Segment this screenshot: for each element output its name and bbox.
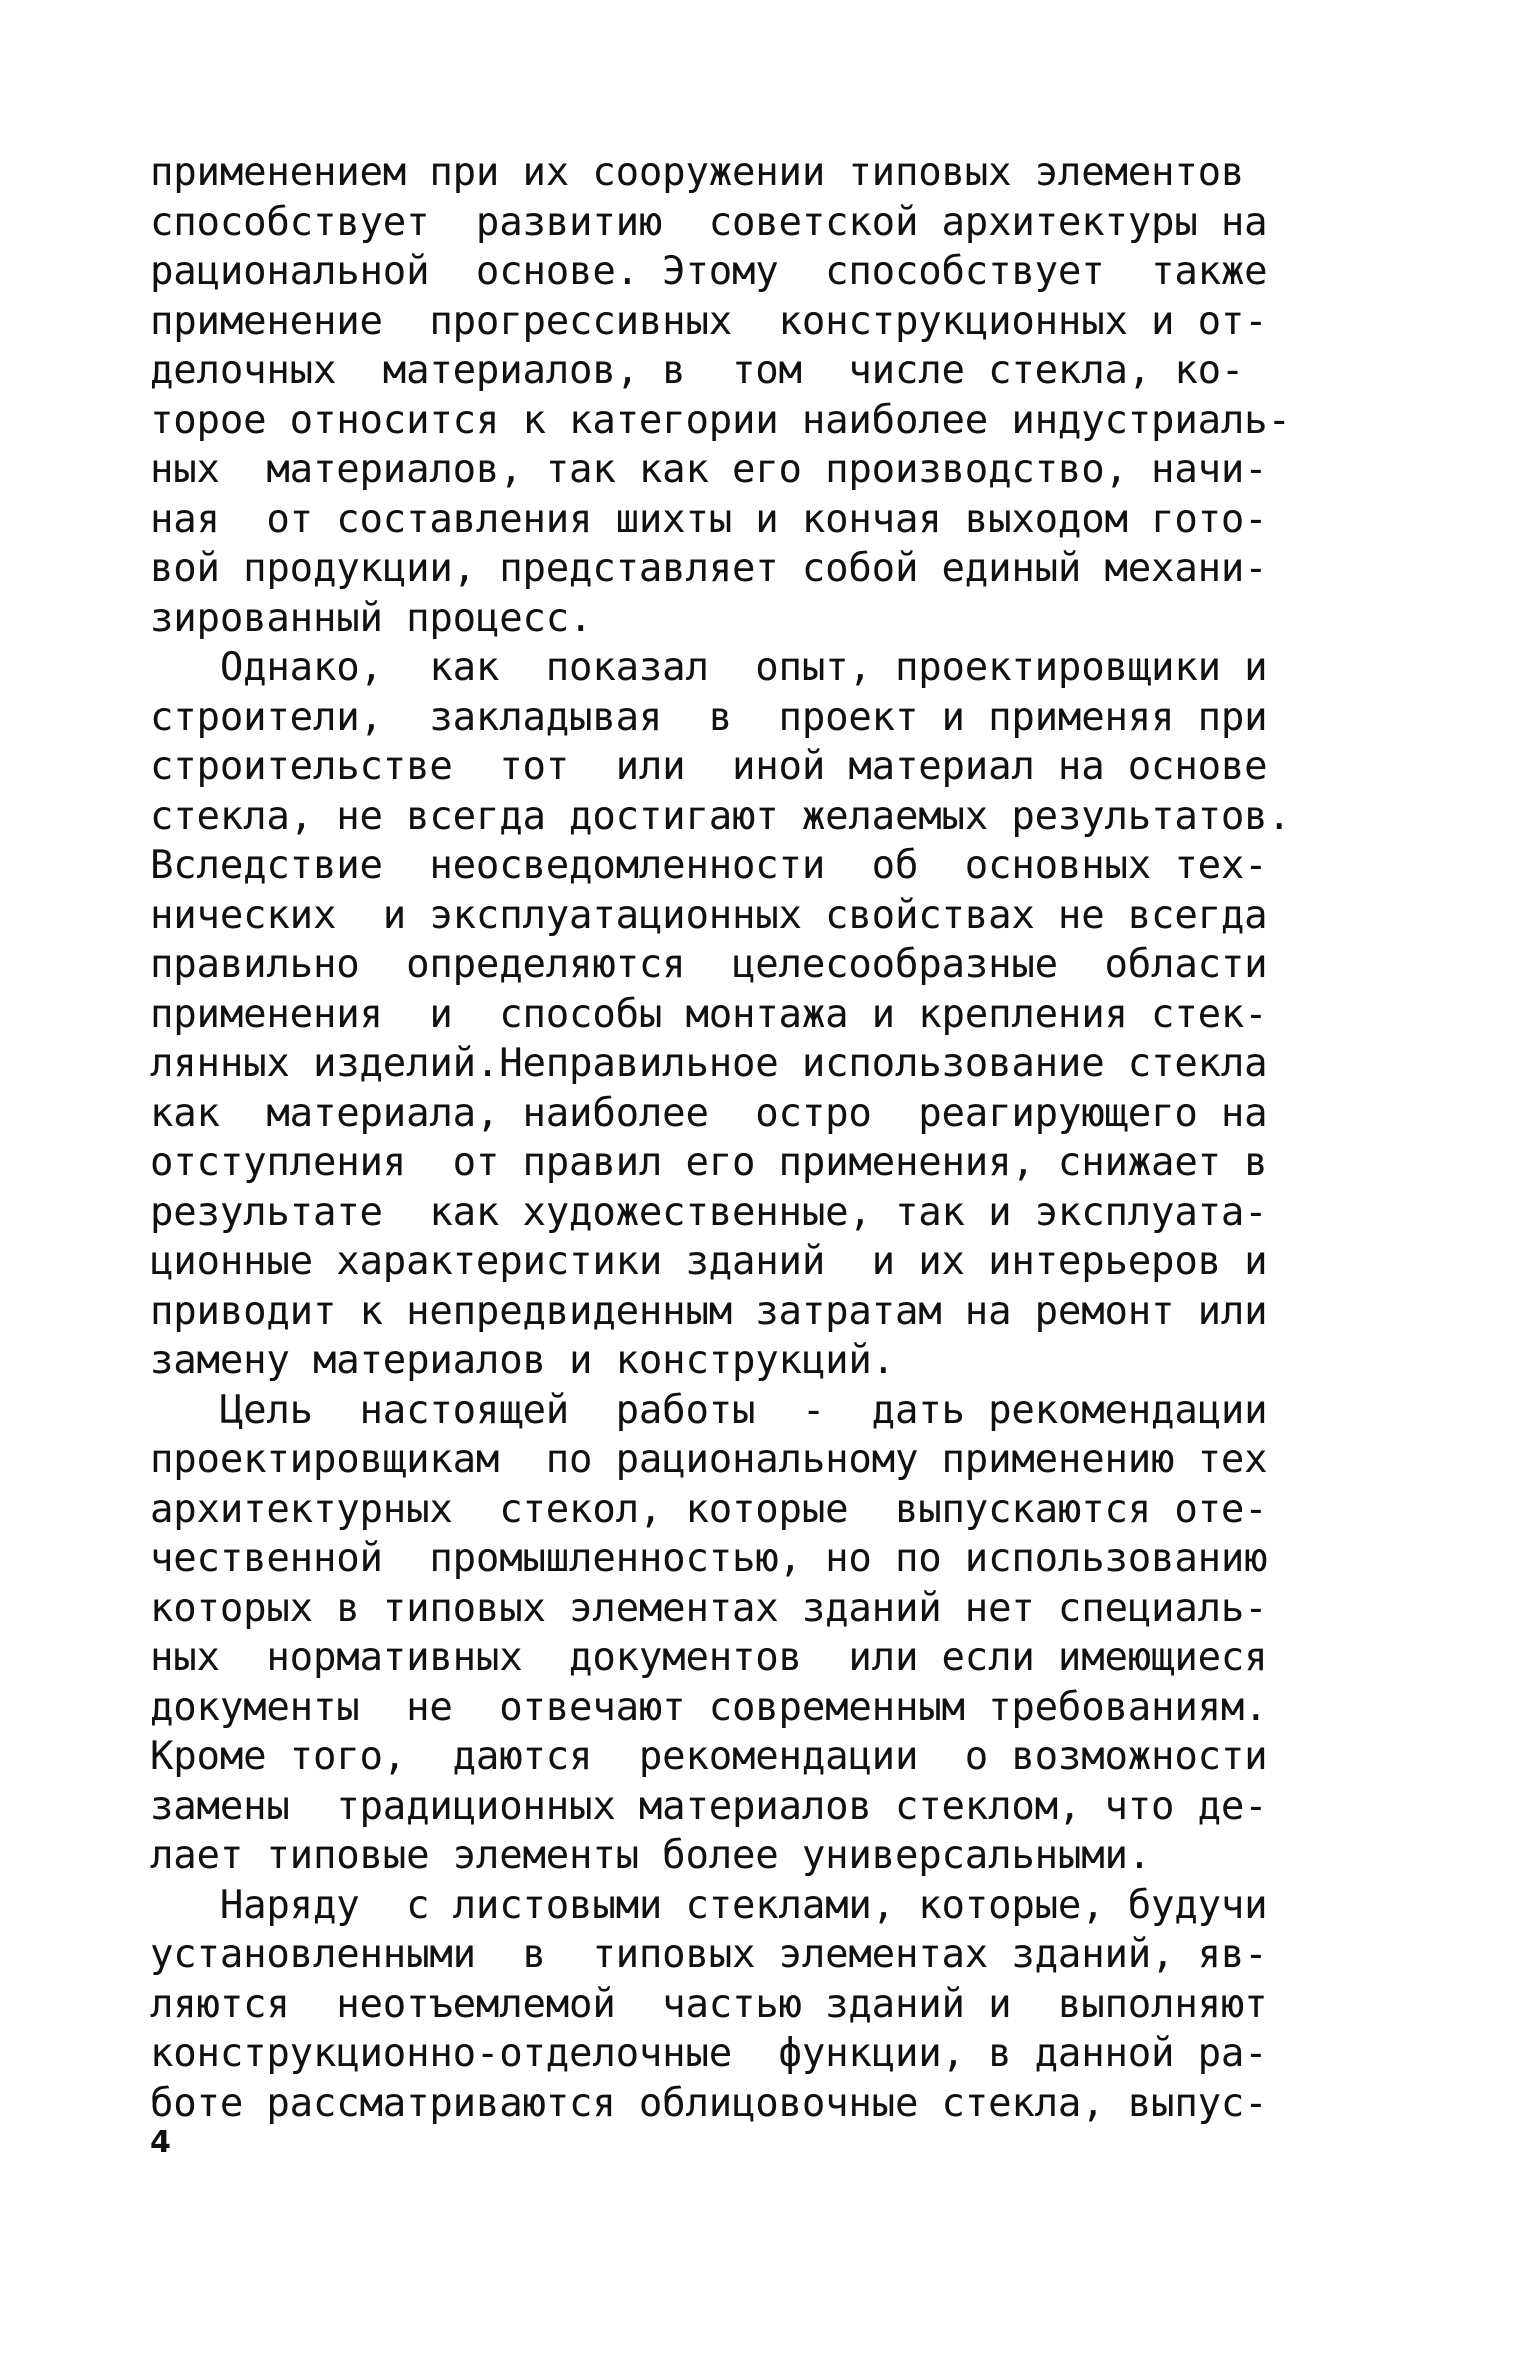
text-line: проектировщикам по рациональному применению тех	[150, 1437, 1268, 1482]
text-line: Однако, как показал опыт, проектировщики и	[150, 645, 1268, 690]
text-line: ная от составления шихты и кончая выходом гото-	[150, 496, 1268, 542]
text-line: Кроме того, даются рекомендации о возможности	[150, 1734, 1268, 1779]
text-line: Цель настоящей работы - дать рекомендации	[150, 1387, 1268, 1433]
text-line: строительстве тот или иной материал на основе	[150, 744, 1268, 789]
text-line: документы не отвечают современным требованиям.	[150, 1684, 1268, 1730]
text-line: применение прогрессивных конструкционных и от-	[150, 298, 1268, 344]
text-line: отступления от правил его применения, снижает в	[150, 1140, 1268, 1185]
body-text	[150, 148, 1380, 2128]
text-line: вой продукции, представляет собой единый механи-	[150, 546, 1268, 591]
text-line: замены традиционных материалов стеклом, что де-	[150, 1783, 1268, 1829]
text-line: замену материалов и конструкций.	[150, 1338, 895, 1383]
text-line: ляются неотъемлемой частью зданий и выполняют	[150, 1981, 1268, 2027]
text-line: применением при их сооружении типовых элементов	[150, 150, 1245, 195]
text-line: ных материалов, так как его производство, начи-	[150, 447, 1268, 492]
text-line: чественной промышленностью, но по использованию	[150, 1536, 1268, 1581]
text-line: нических и эксплуатационных свойствах не всегда	[150, 892, 1268, 938]
text-line: ционные характеристики зданий и их интерьеров и	[150, 1239, 1268, 1284]
text-line: рациональной основе. Этому способствует также	[150, 249, 1268, 294]
text-line: боте рассматриваются облицовочные стекла, выпус-	[150, 2080, 1268, 2126]
text-line: правильно определяются целесообразные области	[150, 942, 1268, 987]
text-line: строители, закладывая в проект и применяя при	[150, 694, 1268, 740]
text-line: которых в типовых элементах зданий нет специаль-	[150, 1585, 1268, 1631]
text-line: архитектурных стекол, которые выпускаются оте-	[150, 1486, 1268, 1532]
text-line: Вследствие неосведомленности об основных тех-	[150, 843, 1268, 888]
text-line: зированный процесс.	[150, 595, 593, 641]
text-line: применения и способы монтажа и крепления стек-	[150, 991, 1268, 1037]
text-line: делочных материалов, в том числе стекла, ко-	[150, 348, 1245, 393]
text-line: приводит к непредвиденным затратам на ремонт или	[150, 1288, 1268, 1334]
text-line: Наряду с листовыми стеклами, которые, будучи	[150, 1882, 1268, 1928]
text-line: лает типовые элементы более универсальными.	[150, 1833, 1152, 1878]
text-line: торое относится к категории наиболее индустриаль-	[150, 397, 1291, 443]
text-line: ных нормативных документов или если имеющиеся	[150, 1635, 1268, 1680]
text-line: лянных изделий.Неправильное использование стекла	[150, 1041, 1268, 1086]
text-line: результате как художественные, так и эксплуата-	[150, 1189, 1268, 1235]
page-number: 4	[150, 2125, 171, 2160]
text-line: установленными в типовых элементах зданий, яв-	[150, 1932, 1268, 1977]
text-line: стекла, не всегда достигают желаемых результатов.	[150, 793, 1291, 839]
text-line: конструкционно-отделочные функции, в данной ра-	[150, 2031, 1268, 2076]
text-line: как материала, наиболее остро реагирующего на	[150, 1090, 1268, 1136]
text-line: способствует развитию советской архитектуры на	[150, 199, 1268, 245]
